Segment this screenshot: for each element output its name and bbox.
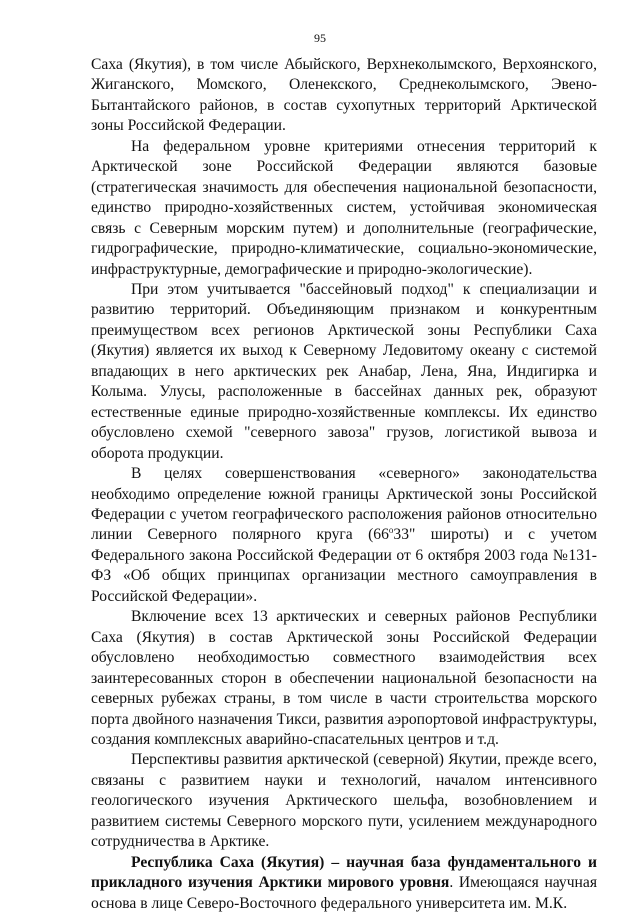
paragraph-3: При этом учитывается "бассейновый подход" к специализации и развитию территорий. Объединяющим признаком и конкурентным преимуществом всех регионов Арктической зоны Республики Саха (Якутия) является их выход к Северному Ледовитому океану с системой впадающих в него арктических рек Анабар, Лена, Яна, Индигирка и Колыма. Улусы, расположенные в бассейнах данных рек, образуют естественные единые природно-хозяйственные комплексы. Их единство обусловлено схемой "северного завоза" грузов, логистикой вывоза и оборота продукции. — [91, 280, 597, 462]
page-number: 95 — [314, 31, 326, 45]
document-body — [91, 55, 597, 914]
paragraph-1: Саха (Якутия), в том числе Абыйского, Верхнеколымского, Верхоянского, Жиганского, Момского, Оленекского, Среднеколымского, Эвено-Бытантайского районов, в состав сухопутных территорий Арктической зоны Российской Федерации. — [91, 56, 597, 135]
degree-superscript: о — [388, 525, 394, 536]
paragraph-6: Перспективы развития арктической (северной) Якутии, прежде всего, связаны с развитием науки и технологий, началом интенсивного геологического изучения Арктического шельфа, возобновлением и развитием системы Северного морского пути, усилением международного сотрудничества в Арктике. — [91, 751, 597, 851]
paragraph-5: Включение всех 13 арктических и северных районов Республики Саха (Якутия) в состав Арктической зоны Российской Федерации обусловлено необходимостью совместного взаимодействия всех заинтересованных сторон в обеспечении национальной безопасности на северных рубежах страны, в том числе в части строительства морского порта двойного назначения Тикси, развития аэропортовой инфраструктуры, создания комплексных аварийно-спасательных центров и т.д. — [91, 608, 597, 748]
paragraph-4-text-end: 33" широты) и с учетом Федерального закона Российской Федерации от 6 октября 2003 года №131-ФЗ «Об общих принципах организации местного самоуправления в Российской Федерации». — [91, 526, 597, 605]
paragraph-2: На федеральном уровне критериями отнесения территорий к Арктической зоне Российской Федерации являются базовые (стратегическая значимость для обеспечения национальной безопасности, единство природно-хозяйственных систем, устойчивая экономическая связь с Северным морским путем) и дополнительные (географические, гидрографические, природно-климатические, социально-экономические, инфраструктурные, демографические и природно-экологические). — [91, 137, 597, 278]
paragraph-4 — [91, 464, 597, 607]
paragraph-7-text: . Имеющаяся научная основа в лице Северо-Восточного федерального университета им. М.К. — [91, 874, 597, 912]
paragraph-7-bold-heading: Республика Саха (Якутия) – научная база фундаментального и прикладного изучения Арктики мирового уровня — [91, 853, 597, 892]
paragraph-4-text-start: В целях совершенствования «северного» законодательства необходимо определение южной границы Арктической зоны Российской Федерации с учетом географического расположения районов относительно линии Северного полярного круга (66 — [91, 465, 597, 544]
